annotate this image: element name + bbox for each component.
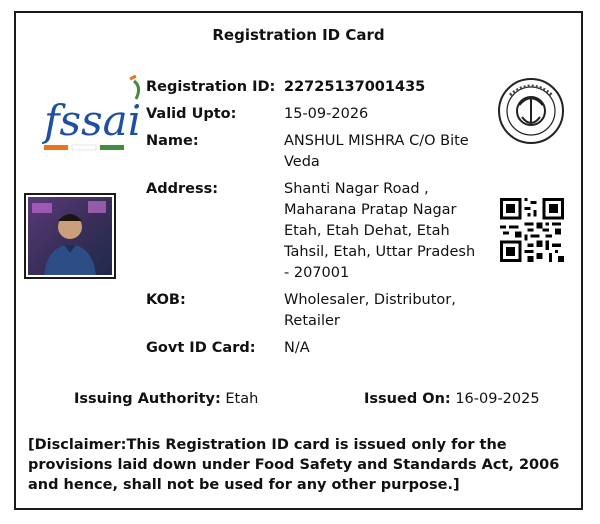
field-kob — [146, 290, 486, 332]
address-label: Address: — [146, 181, 219, 197]
fssai-logo — [42, 75, 146, 161]
kob-value: Wholesaler, Distributor, Retailer — [284, 292, 456, 329]
address-value: Shanti Nagar Road , Maharana Pratap Nagar Etah, Etah Dehat, Etah Tahsil, Etah, Uttar Pradesh - 207001 — [284, 181, 476, 281]
fssai-logo-graphic — [42, 75, 146, 161]
field-govt-id — [146, 338, 486, 359]
qr-code-graphic — [500, 198, 564, 262]
registration-id-card — [14, 11, 583, 510]
valid-upto-value: 15-09-2026 — [284, 106, 369, 122]
photo-graphic — [28, 197, 112, 275]
registration-id-value: 22725137001435 — [284, 79, 426, 95]
issued-on — [364, 391, 540, 407]
name-value: ANSHUL MISHRA C/O Bite Veda — [284, 133, 469, 170]
field-registration-id — [146, 77, 486, 98]
card-title: Registration ID Card — [212, 26, 385, 44]
kob-label: KOB: — [146, 292, 186, 308]
field-name — [146, 131, 486, 173]
card-fields — [146, 77, 486, 365]
holder-photo — [24, 193, 116, 279]
govt-id-label: Govt ID Card: — [146, 340, 256, 356]
emblem-seal-graphic — [496, 75, 566, 151]
up-state-emblem-seal — [496, 75, 566, 151]
issuing-authority — [74, 391, 258, 407]
field-valid-upto — [146, 104, 486, 125]
issuing-authority-label: Issuing Authority: — [74, 391, 221, 407]
disclaimer: [Disclaimer:This Registration ID card is issued only for the provisions laid down under Food Safety and Standards Act, 2006 and hence, shall not be used for any other purpose.] — [28, 437, 560, 493]
registration-id-label: Registration ID: — [146, 79, 276, 95]
issued-on-value: 16-09-2025 — [455, 391, 540, 407]
issuing-authority-value: Etah — [225, 391, 259, 407]
svg-text:fssai: fssai — [44, 96, 142, 145]
qr-code — [500, 198, 564, 262]
govt-id-value: N/A — [284, 340, 310, 356]
issued-on-label: Issued On: — [364, 391, 451, 407]
valid-upto-label: Valid Upto: — [146, 106, 237, 122]
field-address — [146, 179, 486, 284]
name-label: Name: — [146, 133, 199, 149]
